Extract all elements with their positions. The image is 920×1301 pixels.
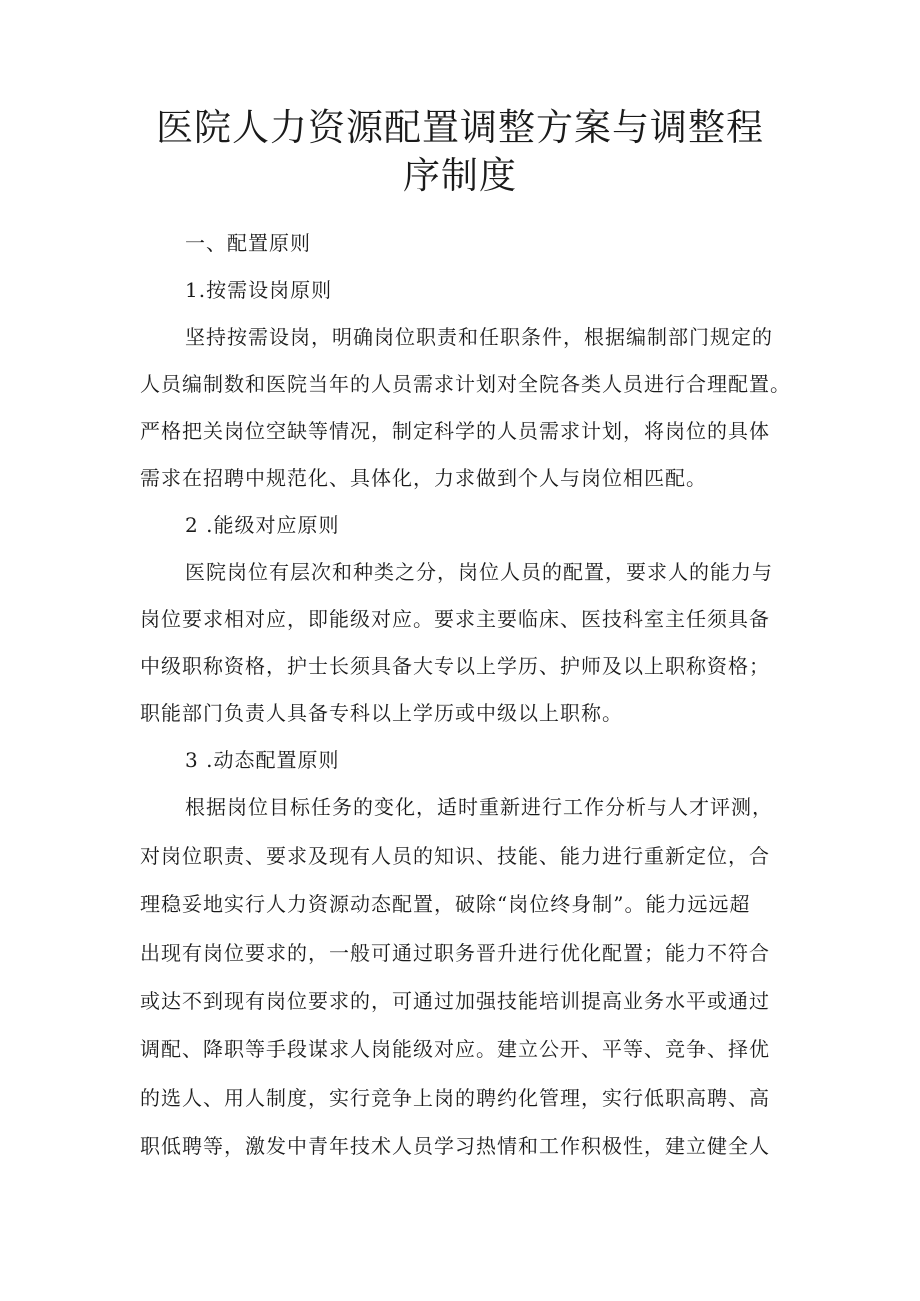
- paragraph-line: 调配、降职等手段谋求人岗能级对应。建立公开、平等、竞争、择优: [140, 1037, 770, 1061]
- paragraph-line: 或达不到现有岗位要求的，可通过加强技能培训提高业务水平或通过: [140, 989, 770, 1013]
- document-title: 医院人力资源配置调整方案与调整程序制度: [156, 106, 764, 197]
- paragraph-line: 医院岗位有层次和种类之分，岗位人员的配置，要求人的能力与: [185, 560, 773, 584]
- paragraph-line: 职低聘等，激发中青年技术人员学习热情和工作积极性，建立健全人: [140, 1134, 770, 1158]
- paragraph-line: 对岗位职责、要求及现有人员的知识、技能、能力进行重新定位，合: [140, 844, 770, 868]
- paragraph-line: 中级职称资格，护士长须具备大专以上学历、护师及以上职称资格；: [140, 654, 770, 678]
- paragraph-line: 的选人、用人制度，实行竞争上岗的聘约化管理，实行低职高聘、高: [140, 1086, 770, 1110]
- paragraph-line: 出现有岗位要求的，一般可通过职务晋升进行优化配置；能力不符合: [140, 941, 770, 965]
- principle-3-heading: 3 .动态配置原则: [185, 748, 340, 772]
- paragraph-line: 需求在招聘中规范化、具体化，力求做到个人与岗位相匹配。: [140, 466, 707, 490]
- paragraph-line: 根据岗位目标任务的变化，适时重新进行工作分析与人才评测，: [185, 795, 773, 819]
- principle-2-heading: 2 .能级对应原则: [185, 513, 340, 537]
- paragraph-line: 人员编制数和医院当年的人员需求计划对全院各类人员进行合理配置。: [140, 372, 791, 396]
- section-heading: 一、配置原则: [185, 231, 311, 255]
- paragraph-line: 严格把关岗位空缺等情况，制定科学的人员需求计划，将岗位的具体: [140, 419, 770, 443]
- principle-1-heading: 1.按需设岗原则: [185, 278, 333, 302]
- paragraph-line: 职能部门负责人具备专科以上学历或中级以上职称。: [140, 701, 623, 725]
- paragraph-line: 岗位要求相对应，即能级对应。要求主要临床、医技科室主任须具备: [140, 607, 770, 631]
- paragraph-line: 理稳妥地实行人力资源动态配置，破除“岗位终身制”。能力远远超: [140, 892, 751, 916]
- paragraph-line: 坚持按需设岗，明确岗位职责和任职条件，根据编制部门规定的: [185, 325, 773, 349]
